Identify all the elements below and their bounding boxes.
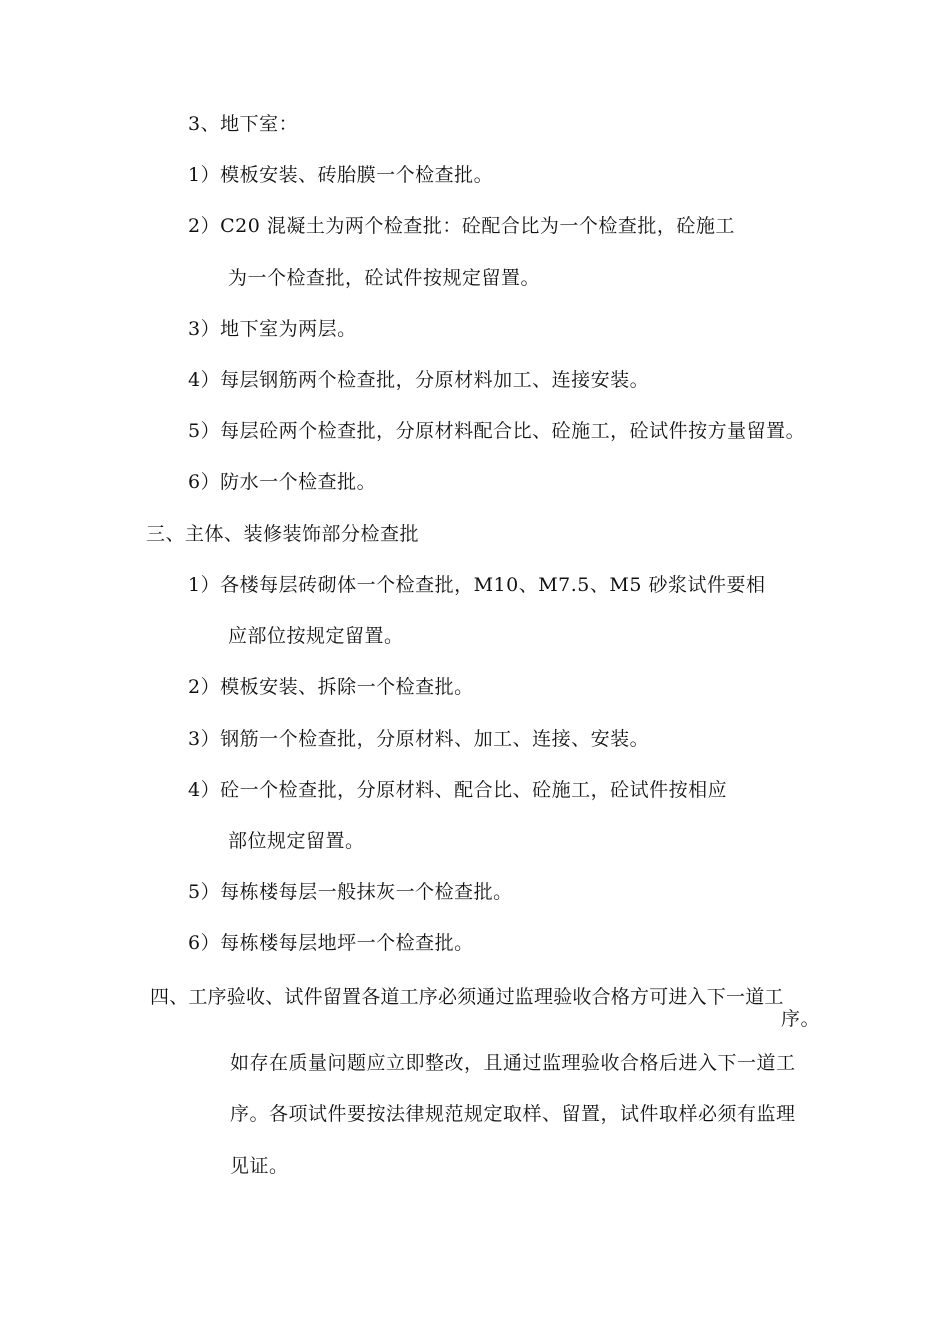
paragraph-line: 序。各项试件要按法律规范规定取样、留置，试件取样必须有监理: [230, 1103, 796, 1125]
list-item-continuation: 为一个检查批，砼试件按规定留置。: [228, 267, 541, 289]
list-item: 6）防水一个检查批。: [188, 471, 377, 493]
list-item-continuation: 应部位按规定留置。: [228, 625, 404, 647]
list-item: 6）每栋楼每层地坪一个检查批。: [188, 932, 474, 954]
list-item: 3）钢筋一个检查批，分原材料、加工、连接、安装。: [188, 728, 650, 750]
section-heading-continuation: 序。: [780, 1008, 820, 1030]
list-item: 3）地下室为两层。: [188, 318, 357, 340]
list-item: 1）模板安装、砖胎膜一个检查批。: [188, 164, 494, 186]
list-item: 4）砼一个检查批，分原材料、配合比、砼施工，砼试件按相应: [188, 779, 728, 801]
list-item: 1）各楼每层砖砌体一个检查批，M10、M7.5、M5 砂浆试件要相: [188, 574, 766, 596]
list-item: 4）每层钢筋两个检查批，分原材料加工、连接安装。: [188, 369, 650, 391]
list-item: 2）C20 混凝土为两个检查批：砼配合比为一个检查批，砼施工: [188, 215, 735, 237]
list-item-continuation: 部位规定留置。: [228, 830, 365, 852]
list-item: 2）模板安装、拆除一个检查批。: [188, 676, 474, 698]
section-heading-main-structure: 三、主体、装修装饰部分检查批: [146, 523, 420, 545]
paragraph-line: 见证。: [230, 1155, 289, 1177]
paragraph-line: 如存在质量问题应立即整改，且通过监理验收合格后进入下一道工: [230, 1052, 796, 1074]
list-item: 5）每层砼两个检查批，分原材料配合比、砼施工，砼试件按方量留置。: [188, 420, 806, 442]
list-item: 5）每栋楼每层一般抹灰一个检查批。: [188, 881, 513, 903]
heading-basement: 3、地下室：: [188, 113, 299, 135]
section-heading-process-acceptance: 四、工序验收、试件留置各道工序必须通过监理验收合格方可进入下一道工: [150, 986, 784, 1008]
